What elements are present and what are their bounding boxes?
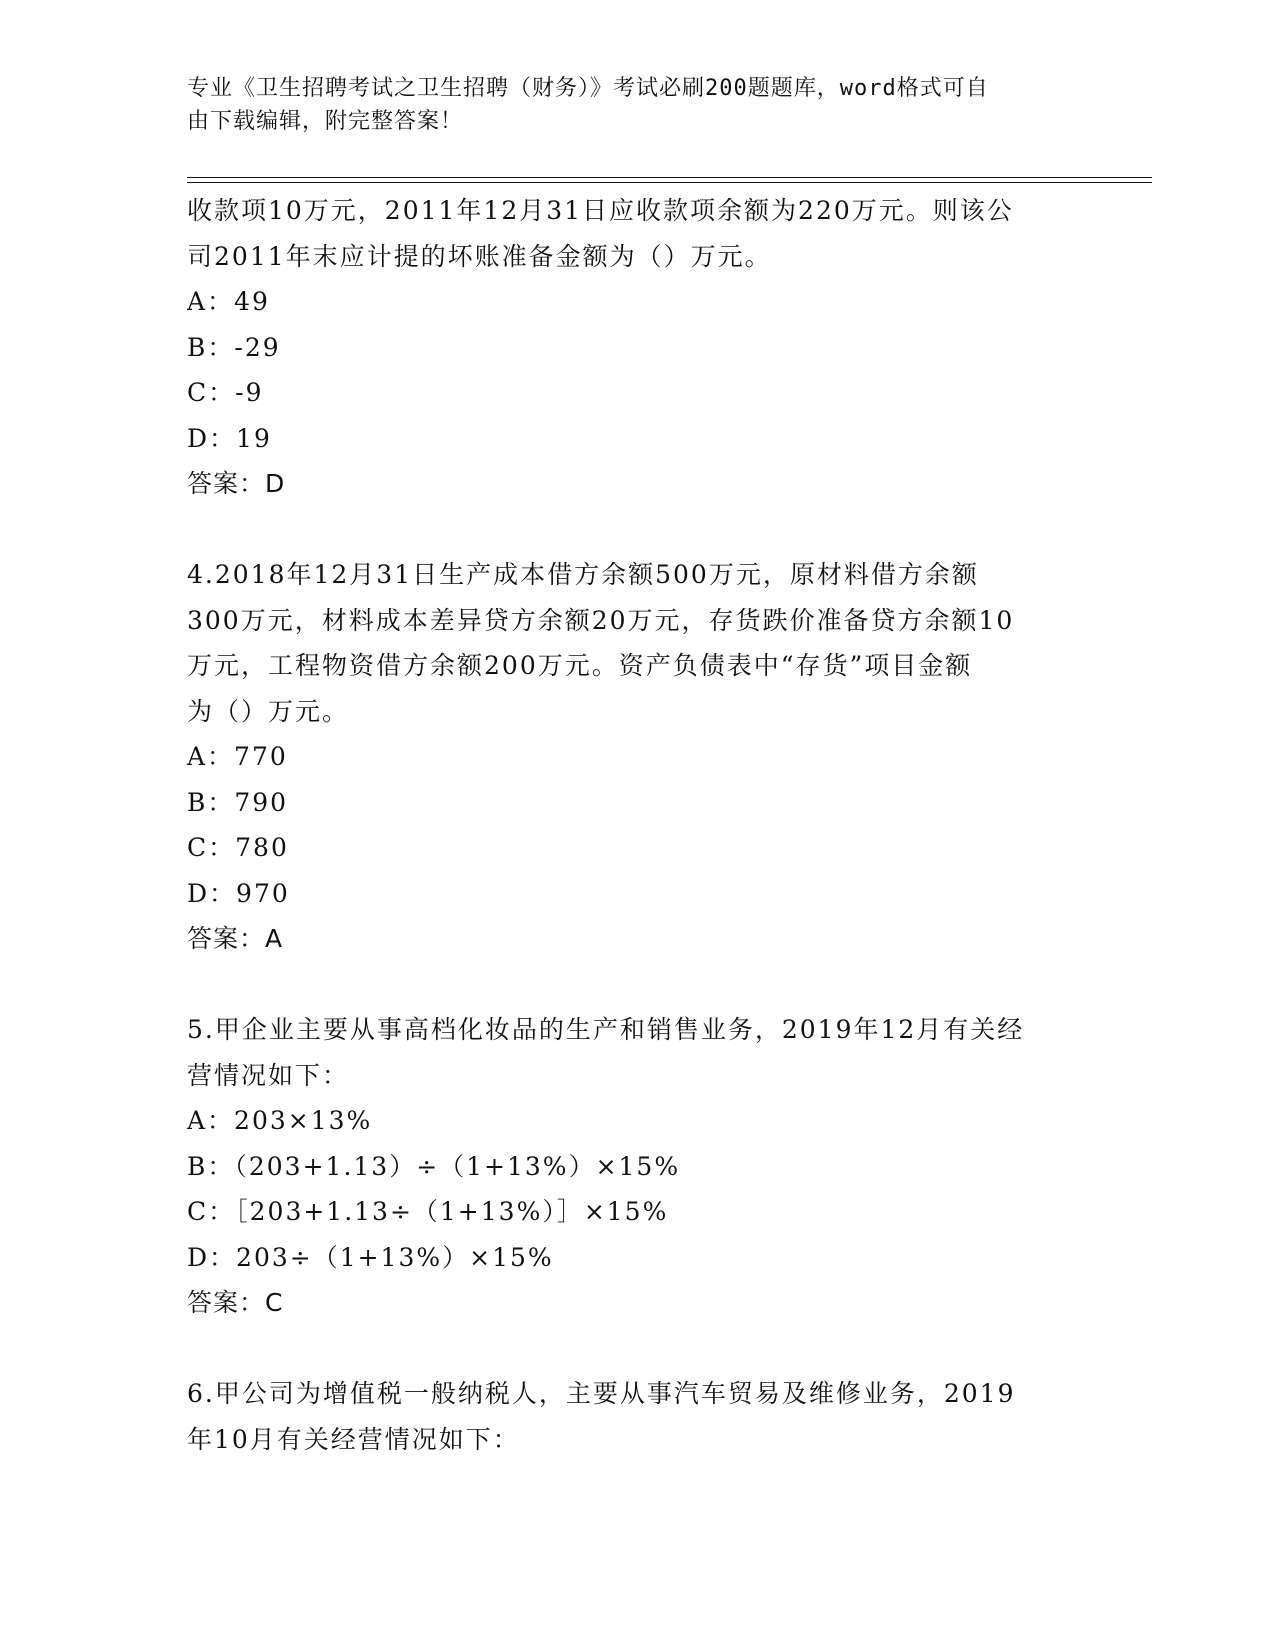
spacer — [187, 1326, 1077, 1372]
header-line-2: 由下载编辑，附完整答案！ — [187, 109, 464, 134]
question-stem-line: 万元，工程物资借方余额200万元。资产负债表中“存货”项目金额 — [187, 651, 973, 680]
header-divider-bottom — [187, 182, 1152, 183]
option-a: A：49 — [187, 287, 270, 316]
document-header — [187, 72, 1067, 138]
question-stem-line: 4.2018年12月31日生产成本借方余额500万元，原材料借方余额 — [187, 560, 979, 589]
spacer — [187, 507, 1077, 553]
answer-label: 答案：C — [187, 1288, 284, 1317]
question-3 — [187, 188, 1077, 507]
option-d: D：970 — [187, 878, 290, 908]
option-c: C：［203+1.13÷（1+13%）］×15% — [187, 1197, 669, 1226]
header-line-1: 专业《卫生招聘考试之卫生招聘（财务）》考试必刷200题题库，word格式可自 — [187, 76, 989, 101]
question-4 — [187, 552, 1077, 962]
option-c: C：-9 — [187, 378, 264, 407]
option-b: B：790 — [187, 787, 289, 817]
question-stem-line: 300万元，材料成本差异贷方余额20万元，存货跌价准备贷方余额10 — [187, 605, 1015, 635]
option-b: B：-29 — [187, 332, 281, 362]
question-stem-line: 司2011年末应计提的坏账准备金额为（）万元。 — [187, 241, 772, 271]
question-stem-line: 5.甲企业主要从事高档化妆品的生产和销售业务，2019年12月有关经 — [187, 1015, 1025, 1044]
answer-label: 答案：D — [187, 469, 286, 498]
option-a: A：203×13% — [187, 1106, 373, 1135]
question-6 — [187, 1371, 1077, 1462]
question-stem-line: 年10月有关经营情况如下： — [187, 1424, 520, 1454]
question-stem-line: 收款项10万元，2011年12月31日应收款项余额为220万元。则该公 — [187, 196, 1014, 225]
question-list — [187, 188, 1077, 1462]
question-stem-line: 为（）万元。 — [187, 696, 350, 726]
option-d: D：19 — [187, 423, 272, 453]
header-divider-top — [187, 177, 1152, 178]
question-stem-line: 6.甲公司为增值税一般纳税人，主要从事汽车贸易及维修业务，2019 — [187, 1379, 1016, 1408]
option-a: A：770 — [187, 742, 288, 771]
question-5 — [187, 1007, 1077, 1326]
answer-label: 答案：A — [187, 924, 284, 953]
question-stem-line: 营情况如下： — [187, 1060, 350, 1090]
spacer — [187, 962, 1077, 1008]
option-b: B：（203+1.13）÷（1+13%）×15% — [187, 1151, 681, 1181]
option-d: D：203÷（1+13%）×15% — [187, 1242, 554, 1272]
option-c: C：780 — [187, 833, 289, 862]
